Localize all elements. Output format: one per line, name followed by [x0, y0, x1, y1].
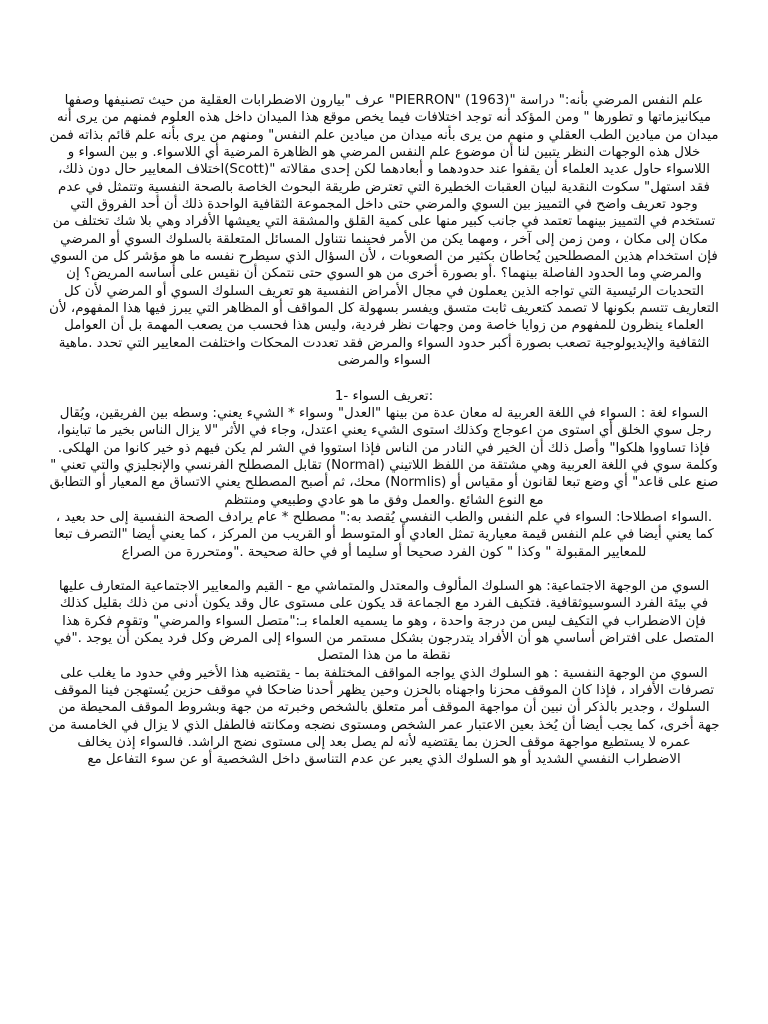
document-body — [48, 92, 720, 769]
spacer — [48, 561, 720, 578]
lexical-definition-paragraph: السواء لغة : السواء في اللغة العربية له معان عدة من بينها "العدل" وسواء * الشيء يعني: وسطه بين الفريقين، ويُقال رجل سوي الخلق أي استوى من اعوجاج وكذلك استوى الشيء يعني اعتدل، وجاء في الأثر "لا يزال الناس بخير ما تباينوا، فإذا تساووا هلكوا" وأصل ذلك أن الخير في النادر من الناس فإذا استووا في الشر لم يكن فيهم ذو خير كانوا من الهلكى. وكلمة سوي في اللغة العربية وهي مشتقة من اللفظ اللاتيني (Normal) تقابل المصطلح الفرنسي والإنجليزي والتي تعني " صنع على قاعد" أي وضع تبعا لقانون أو مقياس أو (Normlis) محك، ثم أصبح المصطلح يعني الاتساق مع المعيار أو التطابق مع النوع الشائع .والعمل وفق ما هو عادي وطبيعي ومنتظم — [49, 405, 719, 508]
psychological-perspective-paragraph: السوي من الوجهة النفسية : هو السلوك الذي يواجه المواقف المختلفة بما - يقتضيه هذا الأخير وفي حدود ما يغلب على تصرفات الأفراد ، فإذا كان الموقف محزنا واجهناه بالحزن وحين يظهر أحدنا ضاحكا في موقف حزين يُستهجن فينا الموقف السلوك ، وجدير بالذكر أن نبين أن مواجهة الموقف أمر متعلق بالشخص وخبرته من جهة وبشروط الموقف المحيطة من جهة أخرى، كما يجب أيضا أن يُخذ بعين الاعتبار عمر الشخص ومستوى نضجه ومكانته فالطفل الذي لا يزال في الخامسة من عمره لا يستطيع مواجهة موقف الحزن بما يقتضيه لأنه لم يصل بعد إلى مستوى نضج الراشد. فالسواء إذن يخالف الاضطراب النفسي الشديد أو هو السلوك الذي يعبر عن عدم التناسق داخل الشخصية أو عن سوء التفاعل مع — [48, 665, 720, 768]
terminological-definition-paragraph: .السواء اصطلاحا: السواء في علم النفس والطب النفسي يُقصد به:" مصطلح * عام يرادف الصحة النفسية إلى حد بعيد ، كما يعني أيضا في علم النفس قيمة معيارية تمثل العادي أو المتوسط أو القريب من المركز ، كما يعني أيضا "التصرف تبعا للمعايير المقبولة " وكذا " كون الفرد صحيحا أو سليما أو في حالة صحيحة ."ومتحررة من الصراع — [54, 509, 714, 560]
social-perspective-paragraph: السوي من الوجهة الاجتماعية: هو السلوك المألوف والمعتدل والمتماشي مع - القيم والمعايير الاجتماعية المتعارف عليها في بيئة الفرد السوسيوثقافية. فتكيف الفرد مع الجماعة قد يكون على مستوى عال وقد يكون أدنى من ذلك بقليل كذلك فإن الاضطراب في التكيف ليس من درجة واحدة ، وهو ما يسميه العلماء بـ:"متصل السواء والمرضي" وتقوم فكرة هذا المتصل على افتراض أساسي هو أن الأفراد يتدرجون بشكل مستمر من السواء إلى المرض وكل فرد يمكن أن يوجد ."في نقطة ما من هذا المتصل — [53, 578, 715, 664]
intro-paragraph: علم النفس المرضي بأنه:" دراسة "(1963) "PIERRON" عرف "بيارون الاضطرابات العقلية من حيث تصنيفها وصفها ميكانيزماتها و تطورها " ومن المؤكد أنه توجد اختلافات فيما يخص موقع هذا الميدان داخل هذه العلوم فمنهم من يرى أنه ميدان من ميادين الطب العقلي و منهم من يرى بأنه ميدان من ميادين علم النفس" ومنهم من يرى بأنه علم قائم بذاته فمن خلال هذه الوجهات النظر يتبين لنا أن موضوع علم النفس المرضي هو الظاهرة المرضية أي اللاسواء. و بين السواء و اللاسواء حاول عديد العلماء أن يقفوا عند حدودهما و أبعادهما لكن إحدى مقالاته "(Scott)اختلاف المعايير حال دون ذلك، فقد استهل" سكوت النقدية لبيان العقبات الخطيرة التي تعترض طريقة البحوث الخاصة بالصحة النفسية وتتمثل في عدم وجود تعريف واضح في التمييز بين السوي والمرضي حتى داخل المجموعة الثقافية الواحدة ذلك أن أحد الفروق التي تستخدم في التمييز بينهما تعتمد في جانب كبير منها على كمية القلق والمشقة التي يعيشها الأفراد وهي بلا شك تختلف من مكان إلى مكان ، ومن زمن إلى آخر ، ومهما يكن من الأمر فحينما نتناول المسائل المتعلقة بالسلوك السوي أو المرضي فإن استخدام هذين المصطلحين يُحاطان بكثير من الصعوبات ، لأن السؤال الذي سيطرح نفسه ما هو مؤشر كل من السوي والمرضي وما الحدود الفاصلة بينهما؟ .أو بصورة أخرى من هو السوي حتى نتمكن أن نقيس على أساسه المريض؟ إن التحديات الرئيسية التي تواجه الذين يعملون في مجال الأمراض النفسية هو تعريف السلوك السوي أو المرضي لأن كل التعاريف تتسم بكونها لا تصمد كتعريف ثابت متسق ويفسر بسهولة كل المواقف أو المظاهر التي يبرز فيها هذا المفهوم، لأن العلماء ينظرون للمفهوم من زوايا خاصة ومن وجهات نظر فردية، وليس هذا فحسب من يصعب المهمة بل أن العوامل الثقافية والإيديولوجية تصعب بصورة أكبر حدود السواء والمرض فقد تعددت المحكات واختلفت المعايير التي تحدد .ماهية السواء والمرضى — [49, 93, 719, 369]
section-heading: :تعريف السواء -1 — [334, 388, 434, 404]
spacer — [48, 370, 720, 388]
